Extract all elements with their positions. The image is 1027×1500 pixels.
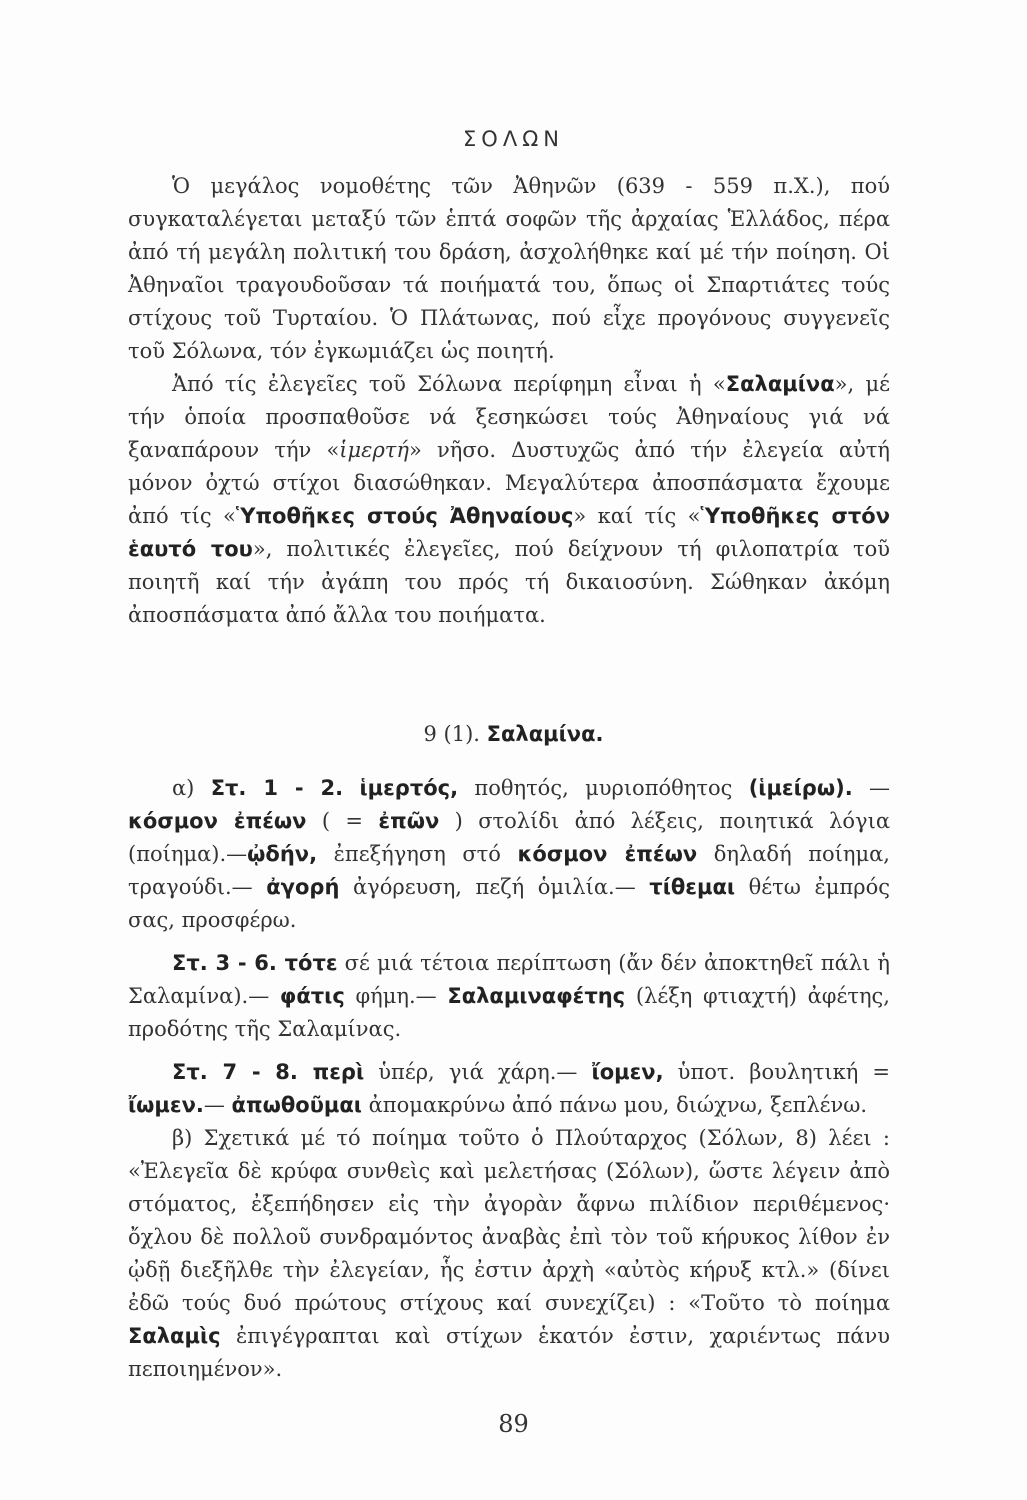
text-run: », πολιτικές ἐλεγεῖες, πού δείχνουν τή φιλοπατρία τοῦ ποιητῆ καί τήν ἀγάπη του πρός τή δικαιοσύνη. Σώθηκαν ἀκόμη ἀποσπάσματα ἀπό ἄλλα του ποιήματα. (128, 537, 890, 627)
text-run: ἐπεξήγηση στό (317, 842, 518, 866)
glossed-word: κόσμον ἐπέων (128, 809, 307, 833)
text-run: (λέξη φτιαχτή) ἀφέτης, προδότης τῆς Σαλαμίνας. (128, 984, 890, 1041)
text-run: β) Σχετικά μέ τό ποίημα τοῦτο ὁ Πλούταρχος (Σόλων, 8) λέει : «Ἐλεγεῖα δὲ κρύφα συνθεὶς καὶ μελετήσας (Σόλων), ὥστε λέγειν ἀπὸ στόματος, ἐξεπήδησεν εἰς τὴν ἀγορὰν ἄφνω πιλίδιον περιθέμενος· ὄχλου δὲ πολλοῦ συνδραμόντος ἀναβὰς ἐπὶ τὸν τοῦ κήρυκος λίθον ἐν ᾠδῇ διεξῆλθε τὴν ἐλεγείαν, ἧς ἐστιν ἀρχὴ «αὐτὸς κήρυξ κτλ.» (δίνει ἐδῶ τούς δυό πρώτους στίχους καί συνεχίζει) : «Τοῦτο τὸ ποίημα (128, 1126, 890, 1315)
glossed-word: (ἱμείρω). (748, 776, 853, 800)
text-run: ( = (306, 809, 379, 833)
text-run: θέτω ἐμπρός σας, προσφέρω. (128, 875, 890, 932)
glossed-word: ἱμερτός, (359, 776, 459, 800)
text-run: ἐπιγέγραπται καὶ στίχων ἑκατόν ἐστιν, χαριέντως πάνυ πεποιημένον». (128, 1324, 890, 1381)
glossed-word: φάτις (279, 984, 345, 1008)
text-run: », μέ τήν ὁποία προσπαθοῦσε νά ξεσηκώσει τούς Ἀθηναίους γιά νά ξαναπάρουν τήν « (128, 372, 890, 462)
intro-text (128, 170, 890, 632)
intro-paragraph-1: Ὁ μεγάλος νομοθέτης τῶν Ἀθηνῶν (639 - 559 π.Χ.), πού συγκαταλέγεται μεταξύ τῶν ἑπτά σοφῶν τῆς ἀρχαίας Ἑλλάδος, πέρα ἀπό τή μεγάλη πολιτική του δράση, ἀσχολήθηκε καί μέ τήν ποίηση. Οἱ Ἀθηναῖοι τραγουδοῦσαν τά ποιήματά του, ὅπως οἱ Σπαρτιάτες τούς στίχους τοῦ Τυρταίου. Ὁ Πλάτωνας, πού εἶχε προγόνους συγγενεῖς τοῦ Σόλωνα, τόν ἐγκωμιάζει ὡς ποιητή. (128, 174, 890, 363)
glossed-word: περὶ (297, 1060, 365, 1084)
page-title: ΣΟΛΩΝ (463, 127, 564, 151)
italic-term: ἱμερτή (339, 438, 409, 462)
bold-term: Σαλαμίνα (725, 372, 835, 396)
page-number: 89 (498, 1410, 529, 1438)
text-run: φήμη.— (344, 984, 448, 1008)
text-run: » καί τίς « (573, 504, 701, 528)
section-heading (0, 722, 1027, 746)
glossed-word: Σαλαμιναφέτης (447, 984, 626, 1008)
note-a (128, 772, 890, 937)
text-run: — (852, 776, 890, 800)
glossed-word: ἐπῶν (378, 809, 440, 833)
text-run: — (203, 1093, 232, 1117)
note-label: α) (172, 776, 195, 800)
glossed-word: ἀπωθοῦμαι (231, 1093, 362, 1117)
text-run: » νῆσο. Δυστυχῶς ἀπό τήν ἐλεγεία αὐτή μόνον ὀχτώ στίχοι διασώθηκαν. Μεγαλύτερα ἀποσπάσματα ἔχουμε ἀπό τίς « (128, 438, 890, 528)
text-run: σέ μιά τέτοια περίπτωση (ἄν δέν ἀποκτηθεῖ πάλι ἡ Σαλαμίνα).— (128, 951, 890, 1008)
text-run: ὑπέρ, γιά χάρη.— (364, 1060, 592, 1084)
glossed-word: ᾠδήν, (247, 842, 318, 866)
bold-term: Ὑποθῆκες στούς Ἀθηναίους (235, 504, 574, 528)
note-b (128, 947, 890, 1046)
text-run: ἀγόρευση, πεζή ὁμιλία.— (339, 875, 650, 899)
glossed-word: τίθεμαι (649, 875, 736, 899)
note-plutarch (128, 1122, 890, 1386)
verse-ref: Στ. 7 - 8. (172, 1060, 298, 1084)
bold-term: Ὑποθῆκες στόν ἑαυτό του (128, 504, 891, 561)
note-c (128, 1056, 890, 1122)
commentary-notes (128, 772, 890, 1386)
text-run: Ἀπό τίς ἐλεγεῖες τοῦ Σόλωνα περίφημη εἶναι ἡ « (172, 372, 726, 396)
text-run: δηλαδή ποίημα, τραγούδι.— (128, 842, 890, 899)
bold-term: Σαλαμὶς (128, 1324, 221, 1348)
glossed-word: κόσμον ἐπέων (517, 842, 698, 866)
verse-ref: Στ. 1 - 2. (210, 776, 344, 800)
glossed-word: τότε (276, 951, 338, 975)
glossed-word: ἴωμεν. (128, 1093, 204, 1117)
text-run: ἀπομακρύνω ἀπό πάνω μου, διώχνω, ξεπλένω. (361, 1093, 868, 1117)
glossed-word: ἴομεν, (591, 1060, 664, 1084)
verse-ref: Στ. 3 - 6. (172, 951, 277, 975)
glossed-word: ἀγορή (266, 875, 340, 899)
text-run: ὑποτ. βουλητική = (663, 1060, 891, 1084)
text-run: ποθητός, μυριοπόθητος (458, 776, 749, 800)
section-name: Σαλαμίνα. (486, 722, 604, 746)
section-number: 9 (1). (423, 722, 480, 746)
intro-paragraph-2 (128, 368, 890, 632)
text-run: ) στολίδι ἀπό λέξεις, ποιητικά λόγια (ποίημα).— (128, 809, 890, 866)
